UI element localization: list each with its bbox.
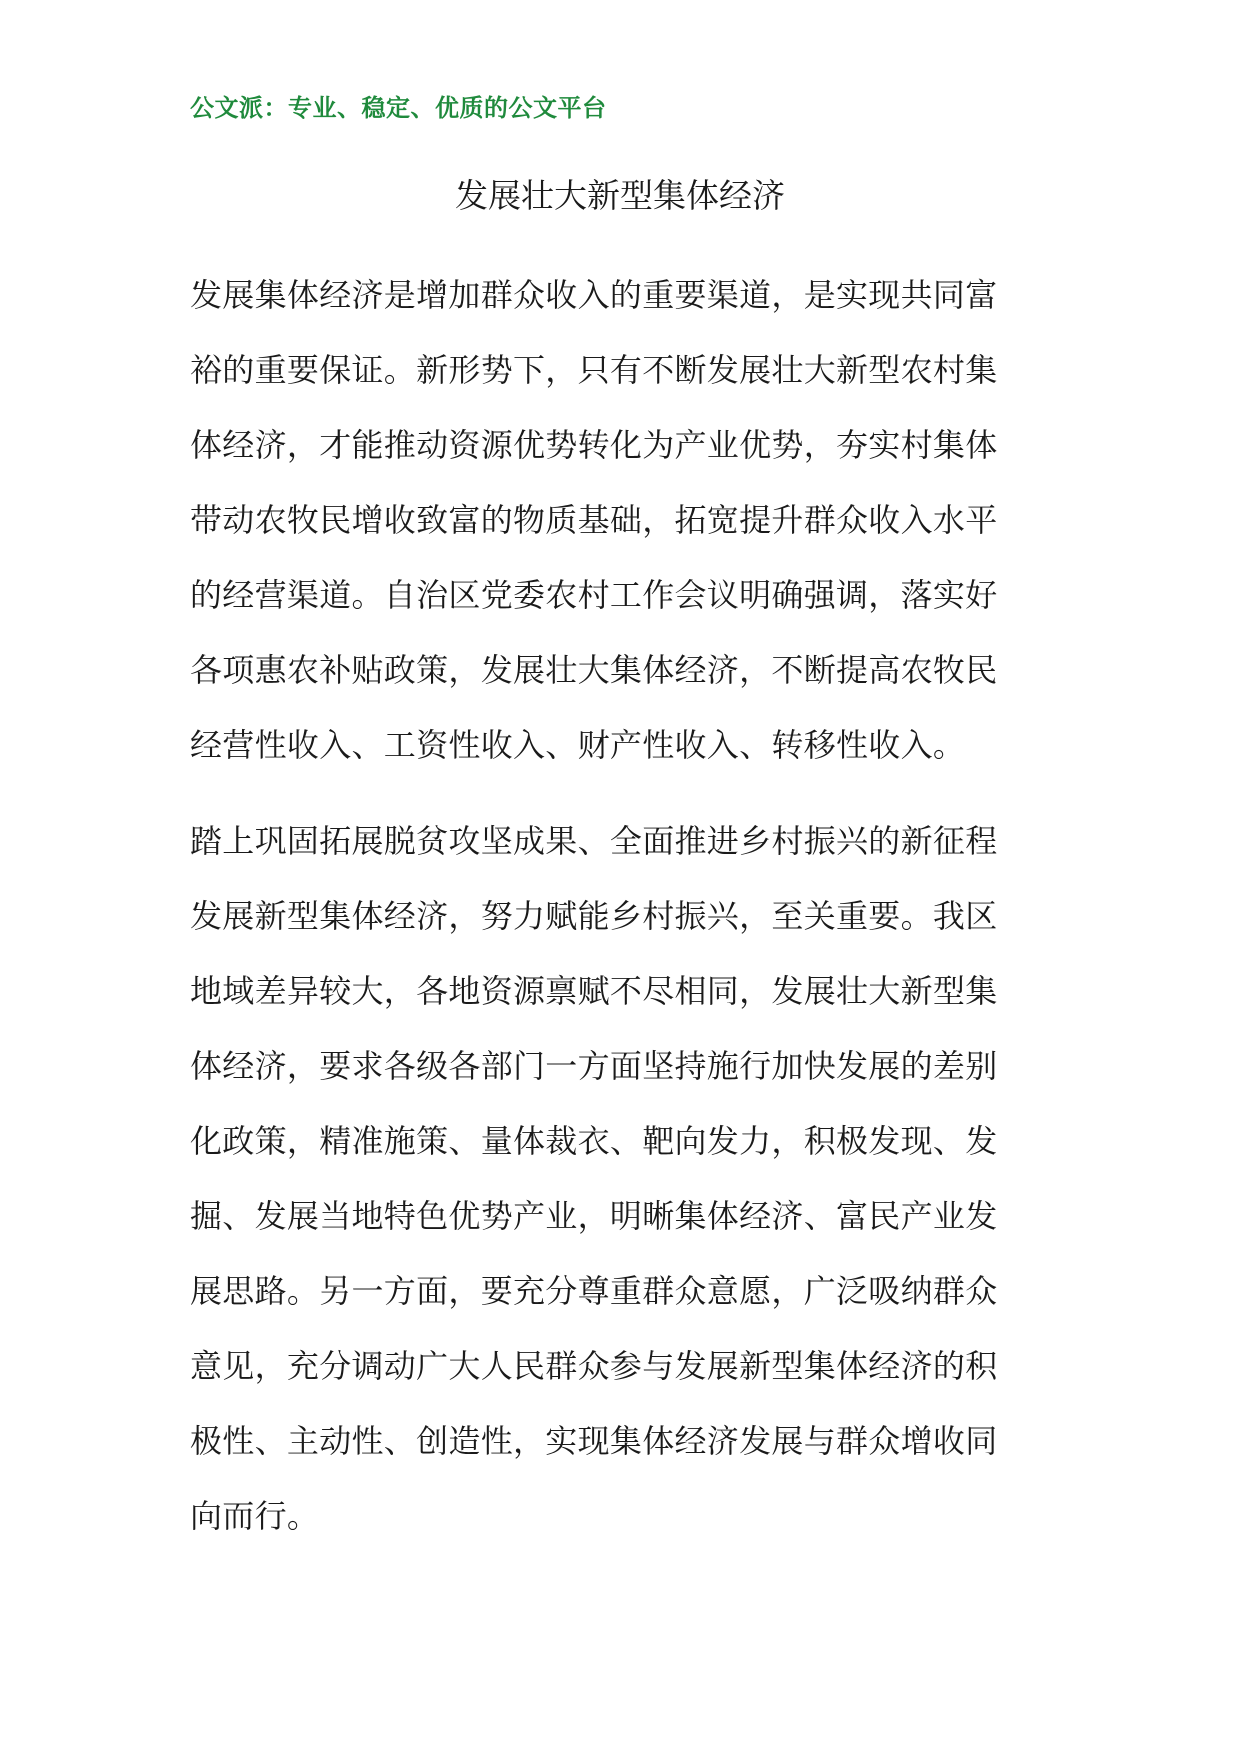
text-line: 意见，充分调动广大人民群众参与发展新型集体经济的积 <box>190 1347 998 1385</box>
document-title: 发展壮大新型集体经济 <box>455 176 785 215</box>
text-line: 极性、主动性、创造性，实现集体经济发展与群众增收同 <box>190 1422 998 1460</box>
text-line: 掘、发展当地特色优势产业，明晰集体经济、富民产业发 <box>190 1197 998 1235</box>
text-line: 化政策，精准施策、量体裁衣、靶向发力，积极发现、发 <box>190 1122 998 1160</box>
text-line: 体经济，才能推动资源优势转化为产业优势，夯实村集体 <box>190 426 998 464</box>
header-banner: 公文派：专业、稳定、优质的公文平台 <box>190 94 607 122</box>
paragraph-1 <box>190 258 1060 783</box>
document-body <box>190 258 1060 1575</box>
text-line: 体经济，要求各级各部门一方面坚持施行加快发展的差别 <box>190 1047 998 1085</box>
text-line: 向而行。 <box>190 1497 320 1535</box>
text-line: 发展集体经济是增加群众收入的重要渠道，是实现共同富 <box>190 276 998 314</box>
paragraph-2 <box>190 804 1060 1554</box>
text-line: 带动农牧民增收致富的物质基础，拓宽提升群众收入水平 <box>190 501 998 539</box>
text-line: 展思路。另一方面，要充分尊重群众意愿，广泛吸纳群众 <box>190 1272 998 1310</box>
text-line: 各项惠农补贴政策，发展壮大集体经济，不断提高农牧民 <box>190 651 998 689</box>
text-line: 的经营渠道。自治区党委农村工作会议明确强调，落实好 <box>190 576 998 614</box>
text-line: 踏上巩固拓展脱贫攻坚成果、全面推进乡村振兴的新征程 <box>190 822 998 860</box>
text-line: 裕的重要保证。新形势下，只有不断发展壮大新型农村集 <box>190 351 998 389</box>
text-line: 经营性收入、工资性收入、财产性收入、转移性收入。 <box>190 726 966 764</box>
text-line: 地域差异较大，各地资源禀赋不尽相同，发展壮大新型集 <box>190 972 998 1010</box>
text-line: 发展新型集体经济，努力赋能乡村振兴，至关重要。我区 <box>190 897 998 935</box>
